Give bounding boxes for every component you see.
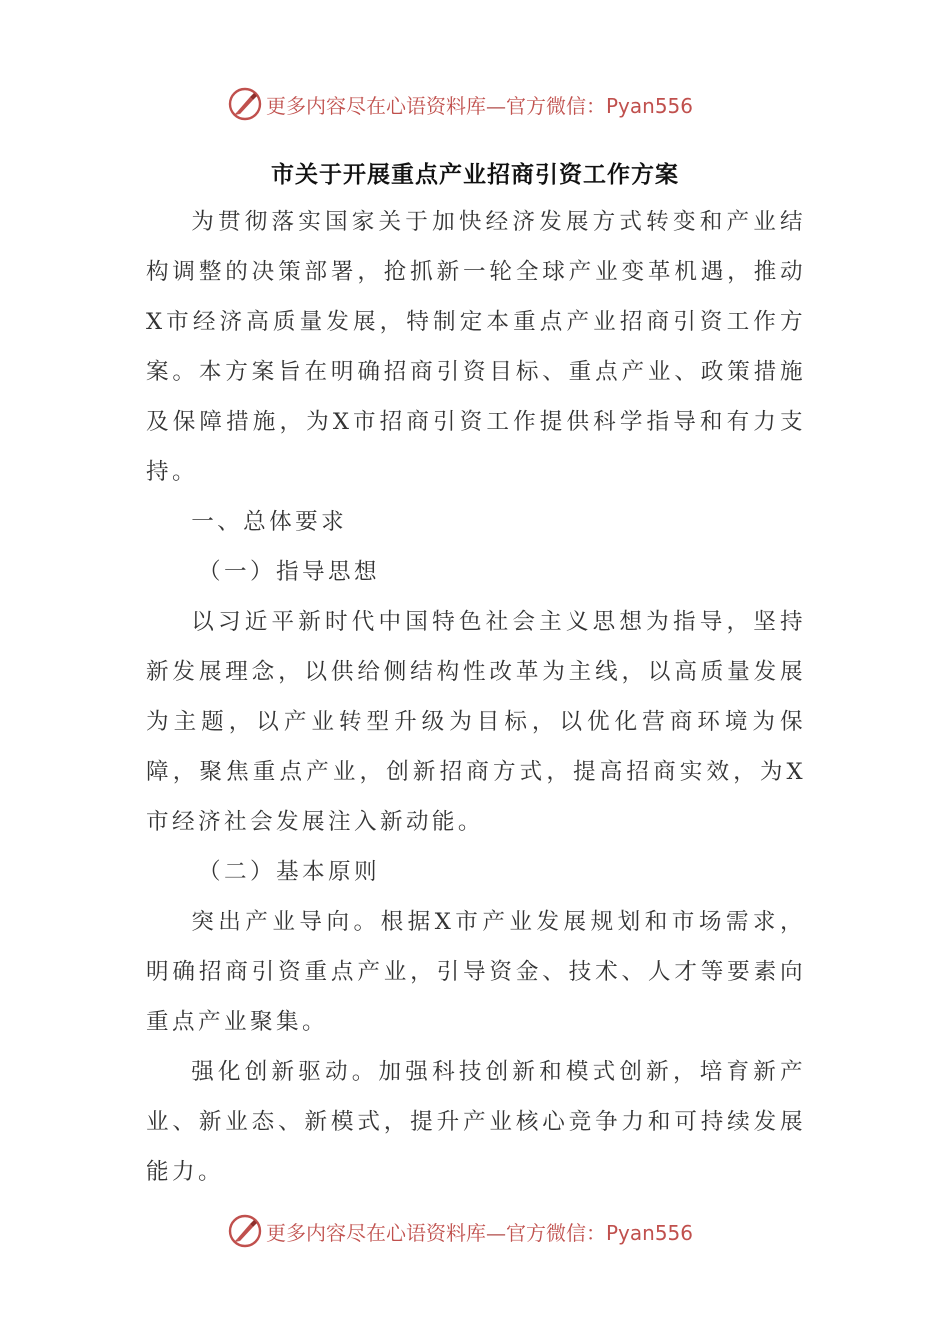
subsection-heading-1: （一）指导思想 [198, 559, 380, 585]
banner-content [228, 1211, 693, 1251]
principle-paragraph-2: 强化创新驱动。加强科技创新和模式创新，培育新产业、新业态、新模式，提升产业核心竞争力和可持续发展能力。 [146, 1059, 806, 1185]
pen-logo-icon [228, 87, 262, 121]
banner-wechat-id: Pyan556 [606, 93, 694, 118]
banner-slogan: 更多内容尽在心语资料库 [266, 1220, 486, 1245]
guiding-thought-paragraph: 以习近平新时代中国特色社会主义思想为指导，坚持新发展理念，以供给侧结构性改革为主线，以高质量发展为主题，以产业转型升级为目标，以优化营商环境为保障，聚焦重点产业，创新招商方式，提高招商实效，为X市经济社会发展注入新动能。 [146, 609, 806, 835]
subsection-heading-2: （二）基本原则 [198, 859, 380, 885]
intro-paragraph: 为贯彻落实国家关于加快经济发展方式转变和产业结构调整的决策部署，抢抓新一轮全球产业变革机遇，推动X市经济高质量发展，特制定本重点产业招商引资工作方案。本方案旨在明确招商引资目标、重点产业、政策措施及保障措施，为X市招商引资工作提供科学指导和有力支持。 [146, 209, 806, 485]
banner-slogan: 更多内容尽在心语资料库 [266, 93, 486, 118]
principle-paragraph-1: 突出产业导向。根据X市产业发展规划和市场需求，明确招商引资重点产业，引导资金、技术、人才等要素向重点产业聚集。 [146, 909, 806, 1035]
section-heading-1: 一、总体要求 [191, 509, 348, 535]
banner-dash: — [486, 1220, 506, 1245]
header-banner [0, 84, 950, 124]
document-body [146, 197, 806, 1197]
document-title: 市关于开展重点产业招商引资工作方案 [271, 161, 679, 188]
banner-text [266, 1217, 693, 1246]
banner-text [266, 90, 693, 119]
banner-wechat-label: 官方微信： [506, 1220, 606, 1245]
banner-dash: — [486, 93, 506, 118]
banner-wechat-id: Pyan556 [606, 1220, 694, 1245]
footer-banner [0, 1211, 950, 1251]
pen-logo-icon [228, 1214, 262, 1248]
banner-content [228, 84, 693, 124]
banner-wechat-label: 官方微信： [506, 93, 606, 118]
